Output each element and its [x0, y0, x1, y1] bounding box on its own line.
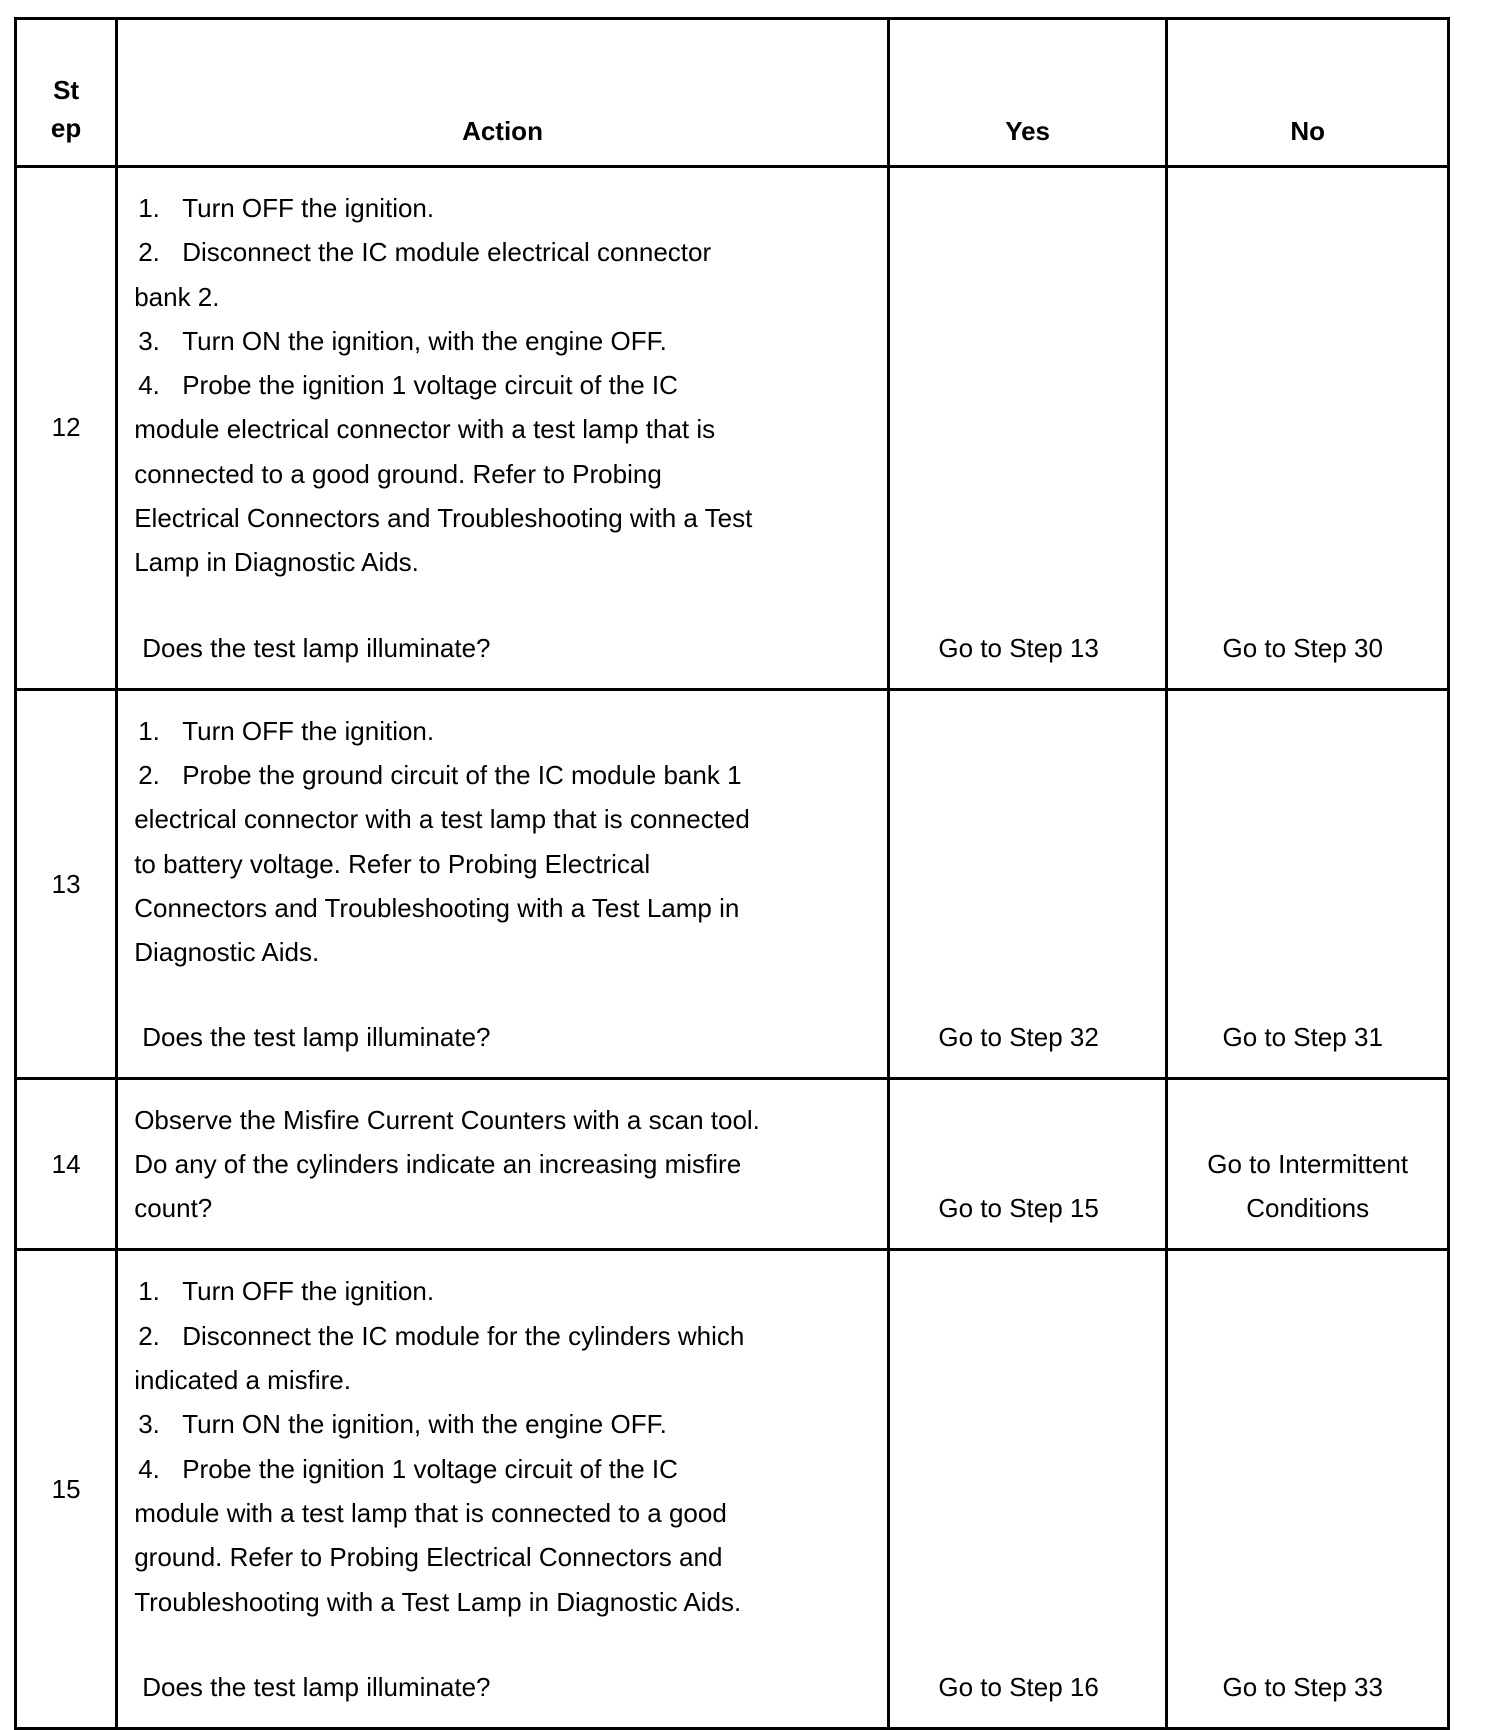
table-row [16, 1250, 1449, 1728]
yes-result: Go to Step 15 [938, 1193, 1099, 1224]
item-continuation: ground. Refer to Probing Electrical Connectors and [134, 1542, 723, 1573]
question: Does the test lamp illuminate? [142, 1671, 491, 1702]
list-item [134, 1402, 871, 1446]
item-continuation: Lamp in Diagnostic Aids. [134, 547, 419, 578]
item-number: 4. [138, 1453, 160, 1484]
no-result: Go to Step 30 [1222, 632, 1383, 663]
no-result: Go to Step 33 [1222, 1671, 1383, 1702]
list-item [134, 709, 871, 753]
yes-cell [888, 167, 1167, 690]
item-continuation: indicated a misfire. [134, 1365, 351, 1396]
question: Does the test lamp illuminate? [142, 632, 491, 663]
item-number: 2. [138, 1320, 160, 1351]
no-cell [1167, 1079, 1449, 1250]
header-yes: Yes [888, 19, 1167, 167]
yes-result: Go to Step 13 [938, 632, 1099, 663]
action-line: count? [134, 1193, 213, 1224]
no-cell [1167, 1250, 1449, 1728]
item-continuation: bank 2. [134, 281, 220, 312]
item-number: 4. [138, 370, 160, 401]
action-cell [117, 1079, 889, 1250]
item-continuation: module with a test lamp that is connected to a good [134, 1497, 727, 1528]
header-no: No [1167, 19, 1449, 167]
item-text: Probe the ignition 1 voltage circuit of the IC [182, 370, 678, 401]
item-text: Disconnect the IC module electrical connector [182, 237, 712, 268]
diagnostic-table [14, 17, 1450, 1730]
no-cell [1167, 689, 1449, 1079]
list-item [134, 186, 871, 230]
item-text: Probe the ground circuit of the IC module bank 1 [182, 759, 742, 790]
list-item [134, 753, 871, 797]
list-item [134, 230, 871, 274]
table-row [16, 689, 1449, 1079]
step-number: 12 [16, 167, 117, 690]
list-item [134, 1447, 871, 1491]
item-number: 1. [138, 715, 160, 746]
item-number: 2. [138, 759, 160, 790]
no-cell [1167, 167, 1449, 690]
action-line: Do any of the cylinders indicate an increasing misfire [134, 1149, 742, 1180]
no-result-line2: Conditions [1246, 1193, 1370, 1224]
action-line: Observe the Misfire Current Counters with a scan tool. [134, 1105, 760, 1136]
item-continuation: to battery voltage. Refer to Probing Electrical [134, 848, 651, 879]
list-item [134, 319, 871, 363]
item-number: 1. [138, 193, 160, 223]
item-number: 3. [138, 325, 160, 356]
item-continuation: module electrical connector with a test lamp that is [134, 414, 716, 445]
header-row [16, 19, 1449, 167]
item-continuation: Troubleshooting with a Test Lamp in Diagnostic Aids. [134, 1586, 742, 1617]
yes-result: Go to Step 32 [938, 1022, 1099, 1053]
item-text: Disconnect the IC module for the cylinders which [182, 1320, 745, 1351]
item-number: 1. [138, 1276, 160, 1307]
header-step-line2: ep [50, 113, 82, 143]
no-result: Go to Step 31 [1222, 1022, 1383, 1053]
item-number: 3. [138, 1409, 160, 1440]
header-action: Action [117, 19, 889, 167]
list-item [134, 1269, 871, 1313]
yes-cell [888, 689, 1167, 1079]
item-text: Turn OFF the ignition. [182, 1276, 435, 1307]
item-continuation: Diagnostic Aids. [134, 937, 320, 968]
question: Does the test lamp illuminate? [142, 1022, 491, 1053]
yes-result: Go to Step 16 [938, 1671, 1099, 1702]
item-text: Probe the ignition 1 voltage circuit of the IC [182, 1453, 678, 1484]
item-text: Turn OFF the ignition. [182, 193, 435, 223]
action-cell [117, 689, 889, 1079]
table-row [16, 1079, 1449, 1250]
list-item [134, 363, 871, 407]
action-cell [117, 1250, 889, 1728]
item-continuation: connected to a good ground. Refer to Probing [134, 458, 662, 489]
item-number: 2. [138, 237, 160, 268]
step-number: 14 [16, 1079, 117, 1250]
step-number: 13 [16, 689, 117, 1079]
item-text: Turn OFF the ignition. [182, 715, 435, 746]
list-item [134, 1314, 871, 1358]
header-step [16, 19, 117, 167]
yes-cell [888, 1250, 1167, 1728]
table-row [16, 167, 1449, 690]
item-continuation: Connectors and Troubleshooting with a Test Lamp in [134, 892, 740, 923]
item-text: Turn ON the ignition, with the engine OFF. [182, 1409, 667, 1440]
item-continuation: Electrical Connectors and Troubleshooting with a Test [134, 503, 753, 534]
item-continuation: electrical connector with a test lamp that is connected [134, 804, 750, 835]
step-number: 15 [16, 1250, 117, 1728]
yes-cell [888, 1079, 1167, 1250]
action-cell [117, 167, 889, 690]
no-result-line1: Go to Intermittent [1207, 1149, 1409, 1180]
header-step-line1: St [53, 75, 80, 105]
item-text: Turn ON the ignition, with the engine OFF. [182, 325, 667, 356]
